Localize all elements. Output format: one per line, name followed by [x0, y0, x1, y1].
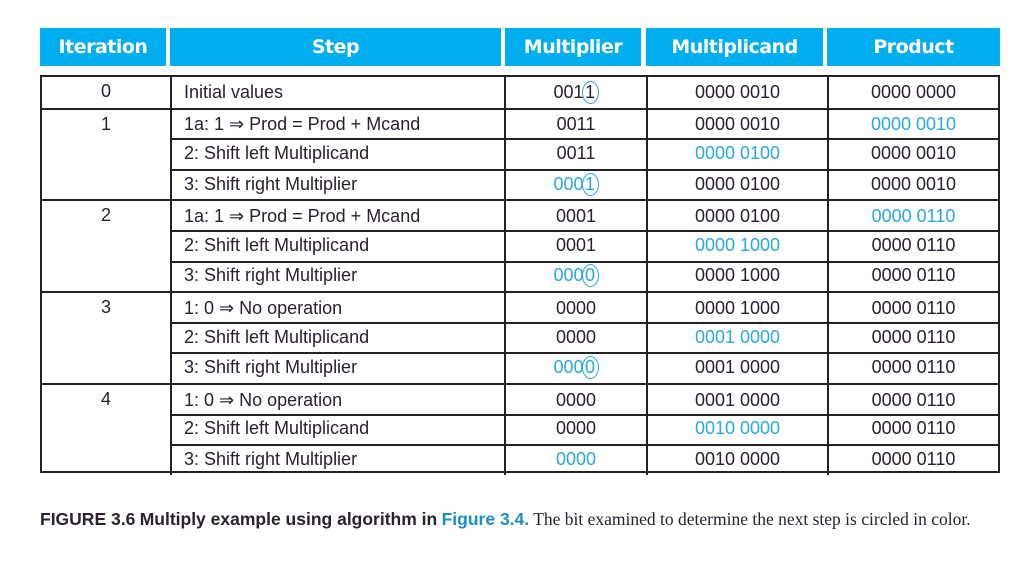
step-cell: 1a: 1 ⇒ Prod = Prod + Mcand [170, 201, 504, 232]
header-multiplier: Multiplier [505, 28, 641, 66]
header-iteration: Iteration [40, 28, 166, 66]
multiplier-bits: 000 [553, 357, 584, 378]
multiplicand-cell: 0001 0000 [646, 352, 827, 383]
iteration-cell [42, 169, 170, 200]
multiplier-cell [504, 261, 646, 292]
table-row [42, 138, 998, 169]
iteration-cell: 1 [100, 113, 111, 134]
step-cell: 2: Shift left Multiplicand [170, 414, 504, 445]
circled-bit: 0 [582, 264, 599, 287]
iteration-cell [42, 230, 170, 261]
table-row [42, 230, 998, 261]
multiplier-cell: 0000 [504, 293, 646, 324]
iteration-cell [42, 414, 170, 445]
multiplier-cell [504, 77, 646, 108]
step-cell: 3: Shift right Multiplier [170, 169, 504, 200]
step-cell: 2: Shift left Multiplicand [170, 138, 504, 169]
multiplicand-cell: 0000 0100 [646, 138, 827, 169]
multiplicand-cell: 0001 0000 [646, 322, 827, 353]
iteration-cell [42, 352, 170, 383]
table-row [42, 169, 998, 200]
product-cell: 0000 0110 [827, 352, 998, 383]
step-cell: 1a: 1 ⇒ Prod = Prod + Mcand [170, 110, 504, 141]
circled-bit: 1 [582, 173, 599, 196]
header-multiplicand: Multiplicand [646, 28, 823, 66]
multiplier-cell: 0001 [504, 230, 646, 261]
header-product: Product [827, 28, 1000, 66]
circled-bit: 1 [582, 81, 599, 104]
table-row [42, 322, 998, 353]
table-row [42, 444, 998, 475]
multiplier-cell: 0000 [504, 414, 646, 445]
multiplicand-cell: 0000 0100 [646, 201, 827, 232]
table-row [42, 352, 998, 383]
iteration-cell [42, 444, 170, 475]
caption-figure-link[interactable]: Figure 3.4. [441, 509, 530, 529]
product-cell: 0000 0010 [827, 110, 998, 141]
step-cell: 2: Shift left Multiplicand [170, 230, 504, 261]
table-row [42, 414, 998, 445]
product-cell: 0000 0110 [827, 201, 998, 232]
product-cell: 0000 0110 [827, 230, 998, 261]
multiplier-bits: 000 [553, 265, 584, 286]
multiplicand-cell: 0001 0000 [646, 385, 827, 416]
multiplier-cell [504, 169, 646, 200]
product-cell: 0000 0110 [827, 444, 998, 475]
step-cell: 1: 0 ⇒ No operation [170, 293, 504, 324]
table-row [42, 108, 998, 141]
step-cell: 1: 0 ⇒ No operation [170, 385, 504, 416]
multiplicand-cell: 0000 1000 [646, 293, 827, 324]
multiplicand-cell: 0000 0010 [646, 77, 827, 108]
caption-text: The bit examined to determine the next step is circled in color. [533, 509, 971, 529]
multiplier-bits: 001 [553, 81, 584, 102]
figure-caption [40, 507, 1010, 531]
table-row [42, 291, 998, 324]
product-cell: 0000 0110 [827, 385, 998, 416]
caption-title: Multiply example using algorithm in [139, 509, 438, 529]
multiplicand-cell: 0000 1000 [646, 261, 827, 292]
step-cell: Initial values [170, 77, 504, 108]
product-cell: 0000 0010 [827, 169, 998, 200]
header-step: Step [170, 28, 501, 66]
multiplier-cell: 0000 [504, 444, 646, 475]
step-cell: 2: Shift left Multiplicand [170, 322, 504, 353]
multiplier-cell: 0001 [504, 201, 646, 232]
multiplier-cell: 0011 [504, 110, 646, 141]
step-cell: 3: Shift right Multiplier [170, 352, 504, 383]
step-cell: 3: Shift right Multiplier [170, 261, 504, 292]
product-cell: 0000 0010 [827, 138, 998, 169]
iteration-cell: 4 [100, 389, 111, 409]
multiplicand-cell: 0010 0000 [646, 414, 827, 445]
table-row [42, 261, 998, 292]
iteration-cell [42, 322, 170, 353]
multiplicand-cell: 0000 0100 [646, 169, 827, 200]
multiplier-cell [504, 352, 646, 383]
iteration-cell: 2 [100, 205, 111, 226]
multiplier-cell: 0000 [504, 385, 646, 416]
multiplicand-cell: 0010 0000 [646, 444, 827, 475]
iteration-cell [42, 138, 170, 169]
multiplier-cell: 0000 [504, 322, 646, 353]
product-cell: 0000 0110 [827, 261, 998, 292]
product-cell: 0000 0110 [827, 293, 998, 324]
step-cell: 3: Shift right Multiplier [170, 444, 504, 475]
circled-bit: 0 [582, 356, 599, 379]
multiplicand-cell: 0000 1000 [646, 230, 827, 261]
table-row [42, 383, 998, 416]
iteration-cell: 3 [100, 297, 111, 318]
iteration-cell: 0 [100, 81, 111, 101]
multiplier-cell: 0011 [504, 138, 646, 169]
product-cell: 0000 0110 [827, 414, 998, 445]
table-row [42, 77, 998, 108]
product-cell: 0000 0000 [827, 77, 998, 108]
product-cell: 0000 0110 [827, 322, 998, 353]
multiplicand-cell: 0000 0010 [646, 110, 827, 141]
caption-label: FIGURE 3.6 [40, 509, 136, 529]
multiplier-bits: 000 [553, 173, 584, 194]
iteration-cell [42, 261, 170, 292]
table-row [42, 199, 998, 232]
multiply-example-table [40, 75, 1000, 473]
